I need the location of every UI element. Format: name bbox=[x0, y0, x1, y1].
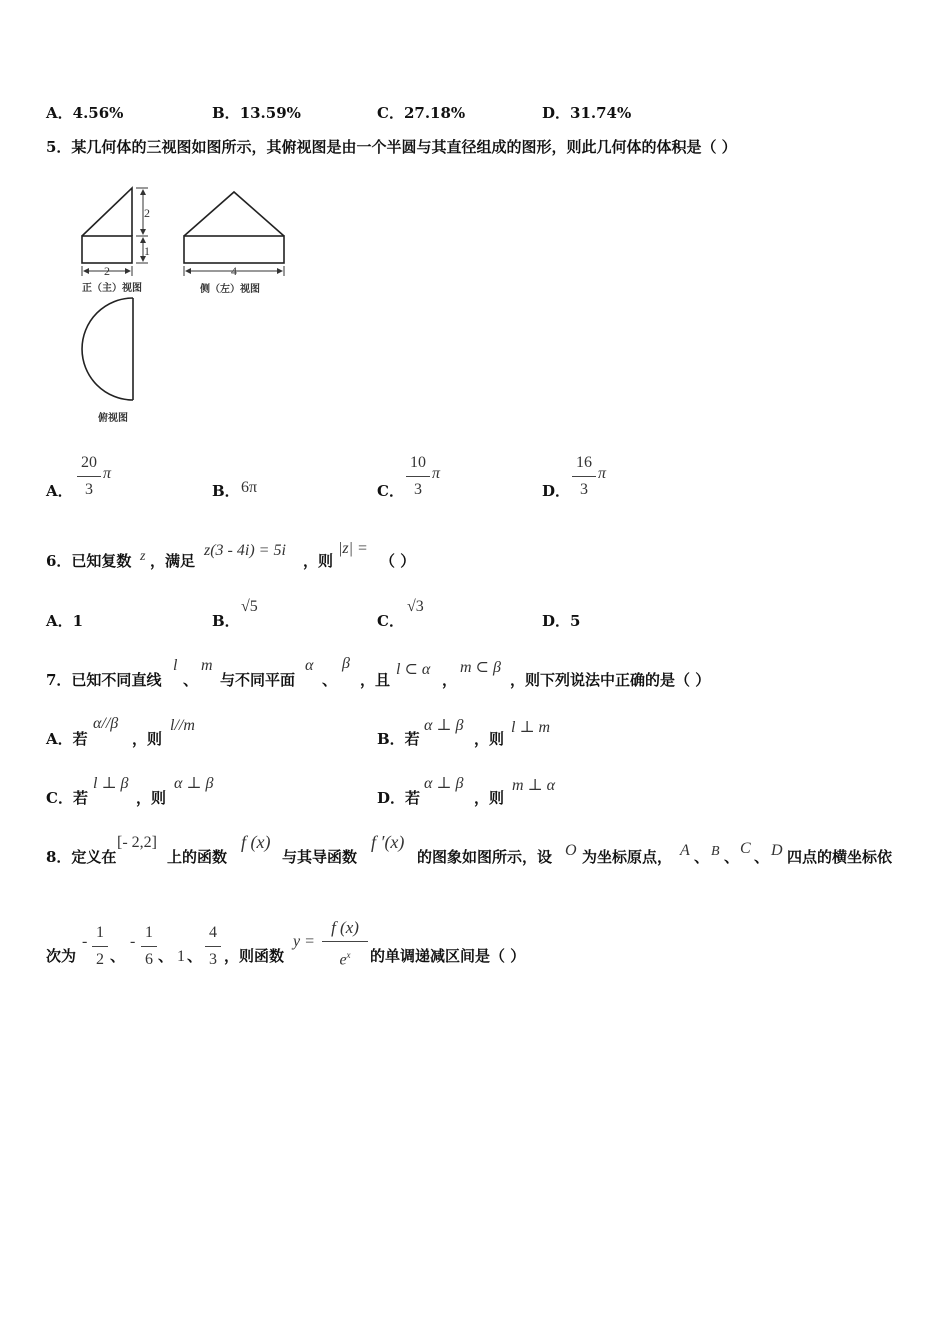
q5-option-d-den: 3 bbox=[580, 481, 588, 498]
q8-suffix: 四点的横坐标依 bbox=[787, 848, 893, 866]
q7-option-a-label: A．若 bbox=[46, 730, 88, 748]
q8-mid1: 上的函数 bbox=[167, 848, 228, 866]
q5-option-d-num: 16 bbox=[576, 454, 592, 471]
q8-sep-ab: 、 bbox=[694, 848, 710, 866]
q7-option-b-then: ，则 bbox=[474, 730, 505, 748]
q4-option-c-label: C． bbox=[377, 104, 404, 122]
q4-option-c bbox=[377, 102, 465, 123]
q8-line2-prefix: 次为 bbox=[46, 947, 77, 965]
q8-v1-den: 2 bbox=[96, 951, 104, 968]
q8-v4-fraction bbox=[205, 923, 221, 970]
q8-v2-num: 1 bbox=[145, 924, 153, 941]
q7-option-d-res: m ⊥ α bbox=[512, 777, 555, 794]
q7-option-b-label: B．若 bbox=[377, 730, 420, 748]
q7-cond1: l ⊂ α bbox=[396, 661, 431, 678]
q7-mid1: 与不同平面 bbox=[220, 671, 296, 689]
q5-option-c-den: 3 bbox=[414, 481, 422, 498]
q5-three-view-figure bbox=[70, 183, 290, 433]
q5-option-c-label: C． bbox=[377, 482, 404, 500]
q8-fpx: f ′(x) bbox=[371, 832, 405, 852]
q4-option-b-label: B． bbox=[212, 104, 240, 122]
q8-v1-fraction bbox=[92, 923, 108, 970]
q6-option-d bbox=[542, 610, 580, 631]
q8-y-den-wrap bbox=[322, 945, 368, 970]
q7-cond2: m ⊂ β bbox=[460, 659, 501, 676]
q8-y-den: e bbox=[339, 951, 347, 969]
q6-mid: ，满足 bbox=[150, 552, 196, 570]
q4-option-d bbox=[542, 102, 631, 123]
q6-option-c-label: C． bbox=[377, 612, 404, 630]
front-view bbox=[82, 188, 132, 263]
q4-option-a-label: A． bbox=[46, 104, 73, 122]
q8-D: D bbox=[771, 842, 783, 859]
q8-mid4: 为坐标原点， bbox=[582, 848, 673, 866]
q8-O: O bbox=[565, 842, 577, 859]
q4-option-d-label: D． bbox=[542, 104, 571, 122]
q5-option-d-fraction bbox=[572, 453, 596, 500]
q7-l: l bbox=[173, 657, 178, 674]
q8-y-eq: y = bbox=[293, 933, 315, 950]
q7-alpha: α bbox=[305, 657, 314, 674]
q8-v3: 1 bbox=[177, 948, 185, 965]
q6-option-a bbox=[46, 610, 83, 631]
q7-option-a-then: ，则 bbox=[132, 730, 163, 748]
q8-y-num: f (x) bbox=[331, 918, 359, 937]
q5-option-a-den: 3 bbox=[85, 481, 93, 498]
q7-option-c-if: l ⊥ β bbox=[93, 775, 129, 792]
q5-option-b-label: B． bbox=[212, 482, 240, 500]
q8-y-fraction bbox=[322, 918, 368, 970]
front-view-caption: 正（主）视图 bbox=[82, 283, 142, 294]
q5-option-d-label: D． bbox=[542, 482, 571, 500]
q6-option-c-value: √3 bbox=[407, 598, 424, 615]
q5-option-c-fraction bbox=[406, 453, 430, 500]
q7-option-a-res: l//m bbox=[170, 717, 195, 734]
q4-option-c-value: 27.18% bbox=[403, 104, 466, 122]
q8-mid3: 的图象如图所示，设 bbox=[417, 848, 553, 866]
q5-option-c-pi: π bbox=[432, 465, 441, 482]
q6-option-b-label: B． bbox=[212, 612, 240, 630]
top-view bbox=[82, 298, 133, 400]
q5-option-d-pi: π bbox=[598, 465, 607, 482]
q7-option-c-then: ，则 bbox=[136, 789, 167, 807]
q5-option-a-pi: π bbox=[103, 465, 112, 482]
q7-prefix: 7．已知不同直线 bbox=[46, 671, 162, 689]
q8-prefix: 8．定义在 bbox=[46, 848, 117, 866]
front-dim-height-1: 1 bbox=[144, 244, 150, 258]
q6-option-d-label: D． bbox=[542, 612, 571, 630]
q7-suffix: ，则下列说法中正确的是（ ） bbox=[510, 671, 711, 689]
q7-option-a-if: α//β bbox=[93, 715, 119, 732]
side-dim-width-4: 4 bbox=[231, 264, 237, 278]
q8-v2-sign: - bbox=[130, 933, 136, 950]
q8-v4-den: 3 bbox=[209, 951, 217, 968]
q6-abs-z: |z| = bbox=[338, 540, 368, 557]
q8-B: B bbox=[711, 844, 720, 859]
q8-y-den-sup: x bbox=[346, 950, 351, 960]
q8-interval: [- 2,2] bbox=[117, 834, 157, 851]
q8-sep-v1: 、 bbox=[110, 947, 126, 965]
side-view bbox=[184, 192, 284, 263]
top-view-caption: 俯视图 bbox=[98, 413, 128, 424]
q6-option-a-label: A． bbox=[46, 612, 73, 630]
q7-option-b-if: α ⊥ β bbox=[424, 717, 464, 734]
q5-option-c-num: 10 bbox=[410, 454, 426, 471]
q6-var-z: z bbox=[140, 549, 146, 564]
q8-v1-sign: - bbox=[82, 933, 88, 950]
front-dim-width-2: 2 bbox=[104, 264, 110, 278]
q6-then: ，则 bbox=[303, 552, 334, 570]
side-view-caption: 侧（左）视图 bbox=[200, 284, 260, 295]
q5-option-a-fraction bbox=[77, 453, 101, 500]
q7-sep1: 、 bbox=[183, 671, 199, 689]
q5-option-a-label: A． bbox=[46, 482, 73, 500]
q7-option-d-then: ，则 bbox=[474, 789, 505, 807]
q7-mid2: ，且 bbox=[360, 671, 391, 689]
front-dim-height-2: 2 bbox=[144, 206, 150, 220]
q6-option-b-value: √5 bbox=[241, 598, 258, 615]
q6-equation: z(3 - 4i) = 5i bbox=[204, 542, 286, 559]
q8-v1-num: 1 bbox=[96, 924, 104, 941]
q8-sep-cd: 、 bbox=[754, 848, 770, 866]
q4-option-b bbox=[212, 102, 301, 123]
q8-v4-num: 4 bbox=[209, 924, 217, 941]
q4-option-a-value: 4.56% bbox=[72, 104, 124, 122]
q8-line2-suffix: 的单调递减区间是（ ） bbox=[370, 947, 526, 965]
q7-option-d-label: D．若 bbox=[377, 789, 421, 807]
q8-sep-v3: 、 bbox=[187, 947, 203, 965]
q6-option-d-value: 5 bbox=[570, 612, 581, 630]
q4-option-b-value: 13.59% bbox=[239, 104, 301, 122]
q8-fx: f (x) bbox=[241, 832, 271, 852]
q7-beta: β bbox=[342, 655, 350, 672]
q7-option-d-if: α ⊥ β bbox=[424, 775, 464, 792]
q7-m: m bbox=[201, 657, 213, 674]
q8-sep-v2: 、 bbox=[158, 947, 174, 965]
q5-option-b-value: 6π bbox=[241, 479, 258, 496]
q7-sep2: 、 bbox=[322, 671, 338, 689]
q8-C: C bbox=[740, 840, 751, 857]
q8-A: A bbox=[680, 842, 690, 859]
q7-option-c-res: α ⊥ β bbox=[174, 775, 214, 792]
q7-option-b-res: l ⊥ m bbox=[511, 719, 551, 736]
q5-option-a-num: 20 bbox=[81, 454, 97, 471]
q6-option-a-value: 1 bbox=[72, 612, 84, 630]
q5-stem: 5．某几何体的三视图如图所示，其俯视图是由一个半圆与其直径组成的图形，则此几何体的体积是（ ） bbox=[46, 138, 737, 156]
q4-option-d-value: 31.74% bbox=[570, 104, 632, 122]
q6-prefix: 6．已知复数 bbox=[46, 552, 132, 570]
q4-option-a bbox=[46, 102, 123, 123]
q7-comma: ， bbox=[442, 671, 458, 689]
q8-mid2: 与其导函数 bbox=[282, 848, 358, 866]
q8-v2-den: 6 bbox=[145, 951, 153, 968]
q8-v2-fraction bbox=[141, 923, 157, 970]
q8-mid5: ，则函数 bbox=[224, 947, 285, 965]
q8-sep-bc: 、 bbox=[724, 848, 740, 866]
q7-option-c-label: C．若 bbox=[46, 789, 88, 807]
q6-paren: （ ） bbox=[380, 552, 416, 570]
